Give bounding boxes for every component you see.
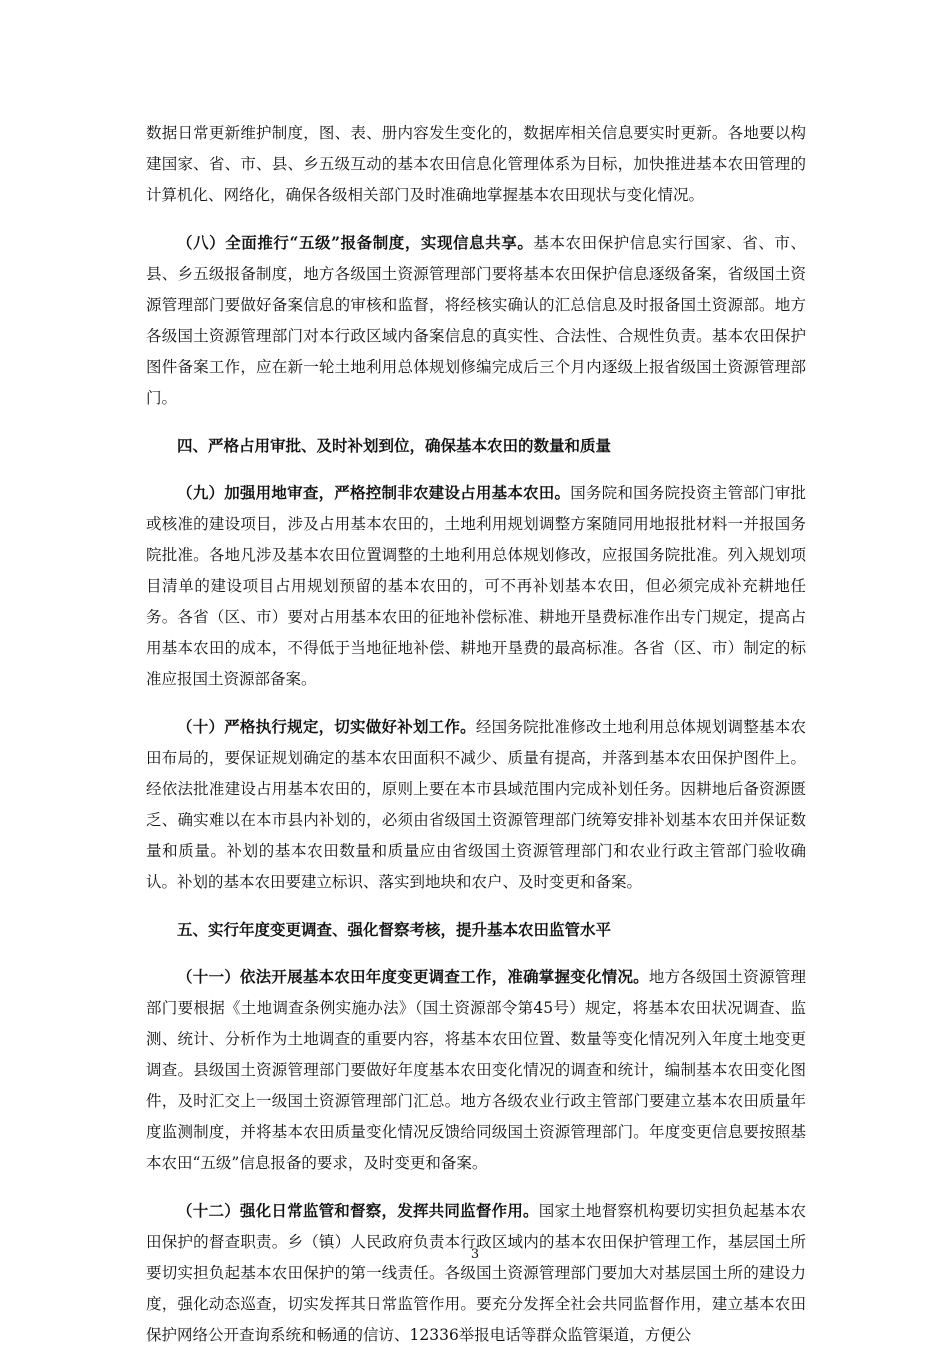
paragraph-body: 经国务院批准修改土地利用总体规划调整基本农田布局的，要保证规划确定的基本农田面积不减少、质量有提高，并落到基本农田保护图件上。经依法批准建设占用基本农田的，原则上要在本市县域范围内完成补划任务。因耕地后备资源匮乏、确实难以在本市县内补划的，必须由省级国土资源管理部门统筹安排补划基本农田并保证数量和质量。补划的基本农田数量和质量应由省级国土资源管理部门和农业行政主管部门验收确认。补划的基本农田要建立标识、落实到地块和农户、及时变更和备案。 bbox=[146, 718, 806, 891]
paragraph-lead: （八）全面推行“五级”报备制度，实现信息共享。 bbox=[177, 233, 534, 252]
section-heading-5: 五、实行年度变更调查、强化督察考核，提升基本农田监管水平 bbox=[177, 920, 612, 939]
paragraph-body: 国家土地督察机构要切实担负起基本农田保护的督查职责。乡（镇）人民政府负责本行政区域内的基本农田保护管理工作，基层国土所要切实担负起基本农田保护的第一线责任。各级国土资源管理部门要加大对基层国土所的建设力度，强化动态巡查，切实发挥其日常监管作用。要充分发挥全社会共同监督作用，建立基本农田保护网络公开查询系统和畅通的信访、12336举报电话等群众监管渠道，方便公 bbox=[146, 1202, 806, 1344]
paragraph-lead: （十二）强化日常监管和督察，发挥共同监督作用。 bbox=[177, 1201, 539, 1220]
paragraph-body: 地方各级国土资源管理部门要根据《土地调查条例实施办法》（国土资源部令第45号）规定，将基本农田状况调查、监测、统计、分析作为土地调查的重要内容，将基本农田位置、数量等变化情况列入年度土地变更调查。县级国土资源管理部门要做好年度基本农田变化情况的调查和统计，编制基本农田变化图件，及时汇交上一级国土资源管理部门汇总。地方各级农业行政主管部门要建立基本农田质量年度监测制度，并将基本农田质量变化情况反馈给同级国土资源管理部门。年度变更信息要按照基本农田“五级”信息报备的要求，及时变更和备案。 bbox=[146, 968, 806, 1172]
paragraph-item-10 bbox=[146, 711, 806, 898]
paragraph-lead: （十）严格执行规定，切实做好补划工作。 bbox=[177, 717, 476, 736]
paragraph-lead: （九）加强用地审查，严格控制非农建设占用基本农田。 bbox=[177, 483, 571, 502]
paragraph-item-9 bbox=[146, 477, 806, 695]
paragraph-continuation bbox=[146, 118, 806, 211]
page-number: 3 bbox=[470, 1247, 480, 1262]
paragraph-body: 国务院和国务院投资主管部门审批或核准的建设项目，涉及占用基本农田的，土地利用规划调整方案随同用地报批材料一并报国务院批准。各地凡涉及基本农田位置调整的土地利用总体规划修改，应报国务院批准。列入规划项目清单的建设项目占用规划预留的基本农田的，可不再补划基本农田，但必须完成补充耕地任务。各省（区、市）要对占用基本农田的征地补偿标准、耕地开垦费标准作出专门规定，提高占用基本农田的成本，不得低于当地征地补偿、耕地开垦费的最高标准。各省（区、市）制定的标准应报国土资源部备案。 bbox=[146, 484, 806, 688]
paragraph-body: 数据日常更新维护制度，图、表、册内容发生变化的，数据库相关信息要实时更新。各地要以构建国家、省、市、县、乡五级互动的基本农田信息化管理体系为目标，加快推进基本农田管理的计算机化、网络化，确保各级相关部门及时准确地掌握基本农田现状与变化情况。 bbox=[146, 124, 806, 204]
paragraph-body: 基本农田保护信息实行国家、省、市、县、乡五级报备制度，地方各级国土资源管理部门要将基本农田保护信息逐级备案，省级国土资源管理部门要做好备案信息的审核和监督，将经核实确认的汇总信息及时报备国土资源部。地方各级国土资源管理部门对本行政区域内备案信息的真实性、合法性、合规性负责。基本农田保护图件备案工作，应在新一轮土地利用总体规划修编完成后三个月内逐级上报省级国土资源管理部门。 bbox=[146, 234, 806, 407]
paragraph-item-11 bbox=[146, 961, 806, 1179]
paragraph-item-8 bbox=[146, 227, 806, 414]
document-body bbox=[146, 118, 806, 1351]
paragraph-lead: （十一）依法开展基本农田年度变更调查工作，准确掌握变化情况。 bbox=[177, 967, 649, 986]
paragraph-item-12 bbox=[146, 1195, 806, 1351]
section-heading-4: 四、严格占用审批、及时补划到位，确保基本农田的数量和质量 bbox=[177, 436, 612, 455]
